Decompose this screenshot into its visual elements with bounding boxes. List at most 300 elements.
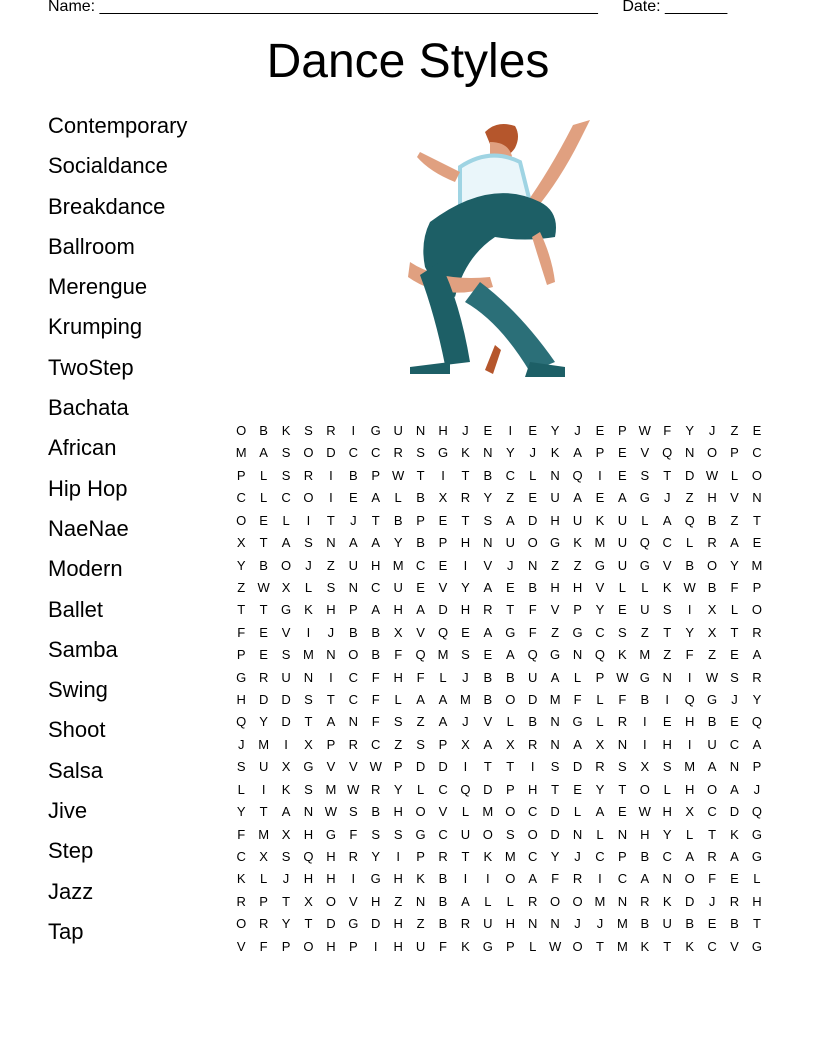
grid-cell[interactable]: R <box>348 849 359 865</box>
grid-cell[interactable]: H <box>752 893 762 909</box>
grid-cell[interactable]: U <box>505 535 515 551</box>
grid-cell[interactable]: R <box>258 669 269 685</box>
grid-cell[interactable]: C <box>438 826 448 842</box>
grid-cell[interactable]: E <box>259 624 268 640</box>
grid-cell[interactable]: W <box>257 579 270 595</box>
grid-cell[interactable]: E <box>573 781 582 797</box>
grid-cell[interactable]: L <box>484 893 492 909</box>
grid-cell[interactable]: D <box>550 826 560 842</box>
grid-cell[interactable]: E <box>595 490 605 506</box>
grid-cell[interactable]: H <box>326 938 336 954</box>
grid-cell[interactable]: Z <box>730 423 739 438</box>
grid-cell[interactable]: Q <box>415 647 426 663</box>
grid-cell[interactable]: G <box>707 692 718 708</box>
grid-cell[interactable]: A <box>281 804 291 820</box>
grid-cell[interactable]: H <box>707 490 717 506</box>
name-field-label[interactable]: Name: ________________________________________________________ <box>48 0 598 15</box>
grid-cell[interactable]: E <box>505 579 515 595</box>
grid-cell[interactable]: O <box>348 647 359 663</box>
grid-cell[interactable]: X <box>461 736 470 752</box>
grid-cell[interactable]: U <box>258 759 269 775</box>
grid-cell[interactable]: G <box>415 826 426 842</box>
grid-cell[interactable]: H <box>326 602 336 618</box>
grid-cell[interactable]: F <box>528 624 537 640</box>
grid-cell[interactable]: Y <box>259 714 268 730</box>
grid-cell[interactable]: Z <box>326 557 335 573</box>
grid-cell[interactable]: R <box>483 602 493 618</box>
grid-cell[interactable]: Z <box>640 624 649 640</box>
grid-cell[interactable]: P <box>348 602 358 618</box>
grid-cell[interactable]: E <box>730 647 739 663</box>
grid-cell[interactable]: I <box>508 423 513 438</box>
grid-cell[interactable]: N <box>684 445 695 461</box>
grid-cell[interactable]: I <box>441 467 445 483</box>
grid-cell[interactable]: Y <box>685 423 694 438</box>
grid-cell[interactable]: C <box>707 938 717 954</box>
grid-cell[interactable]: J <box>305 557 312 573</box>
grid-cell[interactable]: P <box>752 579 762 595</box>
grid-cell[interactable]: Z <box>663 647 672 663</box>
grid-cell[interactable]: H <box>393 916 403 932</box>
grid-cell[interactable]: U <box>572 512 583 528</box>
grid-cell[interactable]: L <box>618 579 626 595</box>
grid-cell[interactable]: V <box>348 759 358 775</box>
grid-cell[interactable]: O <box>572 893 583 909</box>
grid-cell[interactable]: G <box>370 423 381 438</box>
grid-cell[interactable]: J <box>574 916 581 932</box>
grid-cell[interactable]: A <box>662 512 672 528</box>
grid-cell[interactable]: L <box>529 938 537 954</box>
grid-cell[interactable]: K <box>573 535 582 551</box>
grid-cell[interactable]: C <box>415 557 426 573</box>
grid-cell[interactable]: J <box>462 714 469 730</box>
grid-cell[interactable]: S <box>281 445 291 461</box>
grid-cell[interactable]: O <box>236 916 247 932</box>
grid-cell[interactable]: O <box>684 871 695 887</box>
grid-cell[interactable]: J <box>708 423 716 438</box>
grid-cell[interactable]: C <box>617 871 628 887</box>
grid-cell[interactable]: C <box>281 490 291 506</box>
grid-cell[interactable]: N <box>662 669 672 685</box>
grid-cell[interactable]: A <box>573 445 582 461</box>
grid-cell[interactable]: T <box>752 916 761 932</box>
grid-cell[interactable]: B <box>528 714 538 730</box>
grid-cell[interactable]: X <box>259 849 268 865</box>
grid-cell[interactable]: Z <box>237 579 246 595</box>
grid-cell[interactable]: D <box>550 804 560 820</box>
grid-cell[interactable]: X <box>281 759 291 775</box>
grid-cell[interactable]: O <box>325 893 336 909</box>
grid-cell[interactable]: F <box>708 871 717 887</box>
grid-cell[interactable]: I <box>687 669 692 685</box>
grid-cell[interactable]: V <box>730 938 739 954</box>
grid-cell[interactable]: B <box>371 804 381 820</box>
grid-cell[interactable]: H <box>393 669 403 685</box>
grid-cell[interactable]: T <box>237 602 246 618</box>
grid-cell[interactable]: B <box>483 467 493 483</box>
grid-cell[interactable]: B <box>259 423 268 438</box>
grid-cell[interactable]: Z <box>394 893 403 909</box>
grid-cell[interactable]: N <box>303 669 314 685</box>
grid-cell[interactable]: Y <box>371 849 381 865</box>
grid-cell[interactable]: U <box>707 736 717 752</box>
grid-cell[interactable]: T <box>551 781 560 797</box>
grid-cell[interactable]: K <box>281 423 291 438</box>
grid-cell[interactable]: C <box>595 624 605 640</box>
grid-cell[interactable]: H <box>505 916 515 932</box>
grid-cell[interactable]: T <box>461 849 470 865</box>
grid-cell[interactable]: N <box>348 714 359 730</box>
grid-cell[interactable]: A <box>348 535 358 551</box>
grid-cell[interactable]: A <box>595 804 605 820</box>
grid-cell[interactable]: C <box>348 669 359 685</box>
grid-cell[interactable]: O <box>639 781 650 797</box>
grid-cell[interactable]: B <box>528 579 538 595</box>
grid-cell[interactable]: D <box>326 445 336 461</box>
grid-cell[interactable]: A <box>640 871 650 887</box>
grid-cell[interactable]: X <box>281 826 291 842</box>
grid-cell[interactable]: L <box>506 714 514 730</box>
grid-cell[interactable]: R <box>348 736 359 752</box>
grid-cell[interactable]: W <box>392 467 405 483</box>
grid-cell[interactable]: C <box>505 467 515 483</box>
grid-cell[interactable]: S <box>618 624 627 640</box>
grid-cell[interactable]: I <box>463 871 468 887</box>
grid-cell[interactable]: X <box>640 759 650 775</box>
grid-cell[interactable]: Q <box>662 445 673 461</box>
grid-cell[interactable]: C <box>707 804 717 820</box>
grid-cell[interactable]: U <box>550 490 560 506</box>
grid-cell[interactable]: T <box>259 602 268 618</box>
grid-cell[interactable]: Y <box>685 624 694 640</box>
grid-cell[interactable]: X <box>236 535 246 551</box>
grid-cell[interactable]: A <box>416 602 425 618</box>
grid-cell[interactable]: I <box>687 602 692 618</box>
grid-cell[interactable]: J <box>708 893 716 909</box>
grid-cell[interactable]: F <box>371 669 380 685</box>
grid-cell[interactable]: E <box>483 423 493 438</box>
grid-cell[interactable]: G <box>550 647 561 663</box>
grid-cell[interactable]: E <box>461 624 470 640</box>
grid-cell[interactable]: B <box>483 692 493 708</box>
grid-cell[interactable]: M <box>684 759 696 775</box>
grid-cell[interactable]: A <box>438 714 448 730</box>
grid-cell[interactable]: G <box>751 938 762 954</box>
grid-cell[interactable]: C <box>662 849 672 865</box>
grid-cell[interactable]: L <box>529 467 537 483</box>
grid-cell[interactable]: Z <box>394 736 403 752</box>
grid-cell[interactable]: M <box>616 938 628 954</box>
grid-cell[interactable]: D <box>684 893 695 909</box>
grid-cell[interactable]: S <box>281 849 291 865</box>
grid-cell[interactable]: H <box>528 781 538 797</box>
grid-cell[interactable]: T <box>326 692 335 708</box>
grid-cell[interactable]: N <box>550 736 560 752</box>
grid-cell[interactable]: H <box>236 692 246 708</box>
grid-cell[interactable]: H <box>393 871 403 887</box>
grid-cell[interactable]: O <box>236 512 247 528</box>
grid-cell[interactable]: M <box>258 826 270 842</box>
grid-cell[interactable]: T <box>259 804 268 820</box>
grid-cell[interactable]: T <box>483 759 492 775</box>
grid-cell[interactable]: B <box>640 916 650 932</box>
grid-cell[interactable]: L <box>237 781 245 797</box>
grid-cell[interactable]: S <box>393 826 403 842</box>
grid-cell[interactable]: Z <box>506 490 515 506</box>
grid-cell[interactable]: E <box>259 647 268 663</box>
grid-cell[interactable]: L <box>282 512 290 528</box>
grid-cell[interactable]: B <box>348 624 358 640</box>
grid-cell[interactable]: Z <box>551 557 560 573</box>
grid-cell[interactable]: F <box>237 826 246 842</box>
grid-cell[interactable]: X <box>304 736 313 752</box>
grid-cell[interactable]: V <box>730 490 739 506</box>
grid-cell[interactable]: G <box>505 624 516 640</box>
grid-cell[interactable]: A <box>483 736 493 752</box>
grid-cell[interactable]: L <box>439 669 447 685</box>
grid-cell[interactable]: W <box>638 804 651 820</box>
grid-cell[interactable]: P <box>505 938 515 954</box>
grid-cell[interactable]: A <box>707 759 717 775</box>
grid-cell[interactable]: L <box>596 714 604 730</box>
grid-cell[interactable]: S <box>550 759 560 775</box>
grid-cell[interactable]: G <box>639 490 650 506</box>
grid-cell[interactable]: A <box>752 736 762 752</box>
grid-cell[interactable]: E <box>730 714 739 730</box>
grid-cell[interactable]: E <box>730 871 739 887</box>
grid-cell[interactable]: U <box>393 579 403 595</box>
grid-cell[interactable]: R <box>752 624 762 640</box>
grid-cell[interactable]: C <box>348 445 359 461</box>
grid-cell[interactable]: U <box>617 512 628 528</box>
grid-cell[interactable]: A <box>371 535 381 551</box>
grid-cell[interactable]: H <box>371 893 381 909</box>
grid-cell[interactable]: C <box>371 736 381 752</box>
grid-cell[interactable]: G <box>348 916 359 932</box>
grid-cell[interactable]: S <box>236 759 246 775</box>
grid-cell[interactable]: K <box>730 826 739 842</box>
grid-cell[interactable]: I <box>530 759 535 775</box>
grid-cell[interactable]: B <box>416 535 425 551</box>
grid-cell[interactable]: Y <box>236 804 246 820</box>
grid-cell[interactable]: J <box>574 423 581 438</box>
grid-cell[interactable]: C <box>371 579 381 595</box>
grid-cell[interactable]: C <box>236 490 246 506</box>
grid-cell[interactable]: F <box>551 871 560 887</box>
grid-cell[interactable]: L <box>686 826 694 842</box>
grid-cell[interactable]: E <box>618 804 627 820</box>
grid-cell[interactable]: B <box>371 647 381 663</box>
grid-cell[interactable]: F <box>439 938 447 954</box>
grid-cell[interactable]: X <box>595 736 605 752</box>
grid-cell[interactable]: I <box>486 871 490 887</box>
grid-cell[interactable]: B <box>640 849 650 865</box>
grid-cell[interactable]: Q <box>236 714 247 730</box>
grid-cell[interactable]: S <box>662 759 672 775</box>
grid-cell[interactable]: N <box>550 916 560 932</box>
grid-cell[interactable]: M <box>235 445 247 461</box>
grid-cell[interactable]: N <box>415 423 426 438</box>
grid-cell[interactable]: X <box>438 490 448 506</box>
grid-cell[interactable]: E <box>438 557 448 573</box>
grid-cell[interactable]: J <box>282 871 290 887</box>
grid-cell[interactable]: T <box>506 759 515 775</box>
grid-cell[interactable]: U <box>393 423 403 438</box>
grid-cell[interactable]: T <box>506 602 515 618</box>
grid-cell[interactable]: X <box>685 804 694 820</box>
grid-cell[interactable]: J <box>731 692 738 708</box>
grid-cell[interactable]: A <box>730 781 739 797</box>
grid-cell[interactable]: O <box>572 938 583 954</box>
grid-cell[interactable]: S <box>348 804 358 820</box>
grid-cell[interactable]: G <box>236 669 247 685</box>
grid-cell[interactable]: V <box>236 938 246 954</box>
grid-cell[interactable]: Z <box>416 916 425 932</box>
grid-cell[interactable]: N <box>528 916 538 932</box>
grid-cell[interactable]: J <box>462 669 469 685</box>
grid-cell[interactable]: A <box>685 849 694 865</box>
grid-cell[interactable]: A <box>573 490 582 506</box>
grid-cell[interactable]: B <box>259 557 268 573</box>
grid-cell[interactable]: F <box>259 938 268 954</box>
grid-cell[interactable]: L <box>596 826 604 842</box>
grid-cell[interactable]: K <box>618 647 627 663</box>
grid-cell[interactable]: Y <box>595 602 605 618</box>
grid-cell[interactable]: L <box>573 669 582 685</box>
date-field-label[interactable]: Date: _______ <box>622 0 728 15</box>
grid-cell[interactable]: P <box>393 759 403 775</box>
grid-cell[interactable]: B <box>640 692 650 708</box>
grid-cell[interactable]: L <box>260 490 268 506</box>
grid-cell[interactable]: N <box>572 647 583 663</box>
grid-cell[interactable]: A <box>505 647 515 663</box>
grid-cell[interactable]: P <box>281 938 291 954</box>
grid-cell[interactable]: V <box>595 579 605 595</box>
grid-cell[interactable]: V <box>438 579 448 595</box>
grid-cell[interactable]: N <box>483 445 493 461</box>
grid-cell[interactable]: D <box>528 692 538 708</box>
grid-cell[interactable]: P <box>438 535 448 551</box>
grid-cell[interactable]: G <box>437 445 449 461</box>
grid-cell[interactable]: U <box>281 669 291 685</box>
grid-cell[interactable]: L <box>573 804 582 820</box>
grid-cell[interactable]: A <box>371 602 381 618</box>
grid-cell[interactable]: J <box>753 781 761 797</box>
grid-cell[interactable]: T <box>730 624 739 640</box>
grid-cell[interactable]: J <box>574 849 581 865</box>
grid-cell[interactable]: J <box>529 445 536 461</box>
grid-cell[interactable]: L <box>730 602 739 618</box>
grid-cell[interactable]: M <box>482 804 494 820</box>
grid-cell[interactable]: Y <box>550 849 560 865</box>
grid-cell[interactable]: H <box>460 535 471 551</box>
grid-cell[interactable]: P <box>752 759 762 775</box>
grid-cell[interactable]: G <box>482 938 493 954</box>
grid-cell[interactable]: P <box>618 423 627 438</box>
grid-cell[interactable]: D <box>572 759 583 775</box>
grid-cell[interactable]: V <box>416 624 425 640</box>
grid-cell[interactable]: O <box>415 804 426 820</box>
grid-cell[interactable]: H <box>393 938 403 954</box>
grid-cell[interactable]: W <box>638 423 651 438</box>
grid-cell[interactable]: E <box>416 579 425 595</box>
grid-cell[interactable]: A <box>438 692 448 708</box>
grid-cell[interactable]: L <box>596 692 604 708</box>
grid-cell[interactable]: R <box>460 916 471 932</box>
grid-cell[interactable]: X <box>393 624 403 640</box>
grid-cell[interactable]: A <box>752 647 762 663</box>
grid-cell[interactable]: A <box>371 490 381 506</box>
grid-cell[interactable]: T <box>663 467 672 483</box>
grid-cell[interactable]: X <box>707 602 717 618</box>
grid-cell[interactable]: K <box>281 781 291 797</box>
grid-cell[interactable]: I <box>598 871 602 887</box>
grid-cell[interactable]: I <box>642 736 647 752</box>
grid-cell[interactable]: S <box>326 579 336 595</box>
grid-cell[interactable]: I <box>642 714 647 730</box>
grid-cell[interactable]: G <box>280 602 292 618</box>
grid-cell[interactable]: F <box>663 423 672 438</box>
grid-cell[interactable]: G <box>594 557 606 573</box>
grid-cell[interactable]: A <box>573 736 582 752</box>
grid-cell[interactable]: S <box>304 692 313 708</box>
grid-cell[interactable]: G <box>370 871 381 887</box>
grid-cell[interactable]: O <box>550 893 561 909</box>
grid-cell[interactable]: B <box>348 467 358 483</box>
grid-cell[interactable]: N <box>348 579 359 595</box>
grid-cell[interactable]: I <box>598 467 602 483</box>
grid-cell[interactable]: I <box>284 736 288 752</box>
grid-cell[interactable]: L <box>304 579 313 595</box>
grid-cell[interactable]: B <box>707 512 717 528</box>
grid-cell[interactable]: N <box>550 467 560 483</box>
grid-cell[interactable]: W <box>369 759 382 775</box>
grid-cell[interactable]: B <box>371 624 381 640</box>
grid-cell[interactable]: P <box>236 467 246 483</box>
grid-cell[interactable]: N <box>752 490 762 506</box>
grid-cell[interactable]: I <box>306 624 311 640</box>
grid-cell[interactable]: H <box>662 804 672 820</box>
grid-cell[interactable]: P <box>326 736 336 752</box>
grid-cell[interactable]: U <box>528 669 538 685</box>
grid-cell[interactable]: Q <box>460 781 471 797</box>
grid-cell[interactable]: L <box>260 871 268 887</box>
grid-cell[interactable]: P <box>573 602 582 618</box>
grid-cell[interactable]: U <box>348 557 359 573</box>
grid-cell[interactable]: K <box>304 602 313 618</box>
grid-cell[interactable]: T <box>259 535 268 551</box>
grid-cell[interactable]: R <box>595 759 605 775</box>
grid-cell[interactable]: Q <box>303 849 314 865</box>
grid-cell[interactable]: E <box>348 490 358 506</box>
grid-cell[interactable]: Q <box>684 692 695 708</box>
grid-cell[interactable]: N <box>617 736 628 752</box>
grid-cell[interactable]: E <box>618 467 627 483</box>
grid-cell[interactable]: L <box>461 804 470 820</box>
grid-cell[interactable]: C <box>528 849 538 865</box>
grid-cell[interactable]: G <box>325 826 336 842</box>
grid-cell[interactable]: F <box>528 602 537 618</box>
grid-cell[interactable]: P <box>438 736 448 752</box>
grid-cell[interactable]: N <box>550 714 560 730</box>
grid-cell[interactable]: A <box>281 535 291 551</box>
grid-cell[interactable]: O <box>303 490 314 506</box>
grid-cell[interactable]: A <box>483 579 493 595</box>
grid-cell[interactable]: L <box>506 893 514 909</box>
grid-cell[interactable]: H <box>572 579 583 595</box>
grid-cell[interactable]: H <box>662 736 672 752</box>
grid-cell[interactable]: O <box>505 871 516 887</box>
